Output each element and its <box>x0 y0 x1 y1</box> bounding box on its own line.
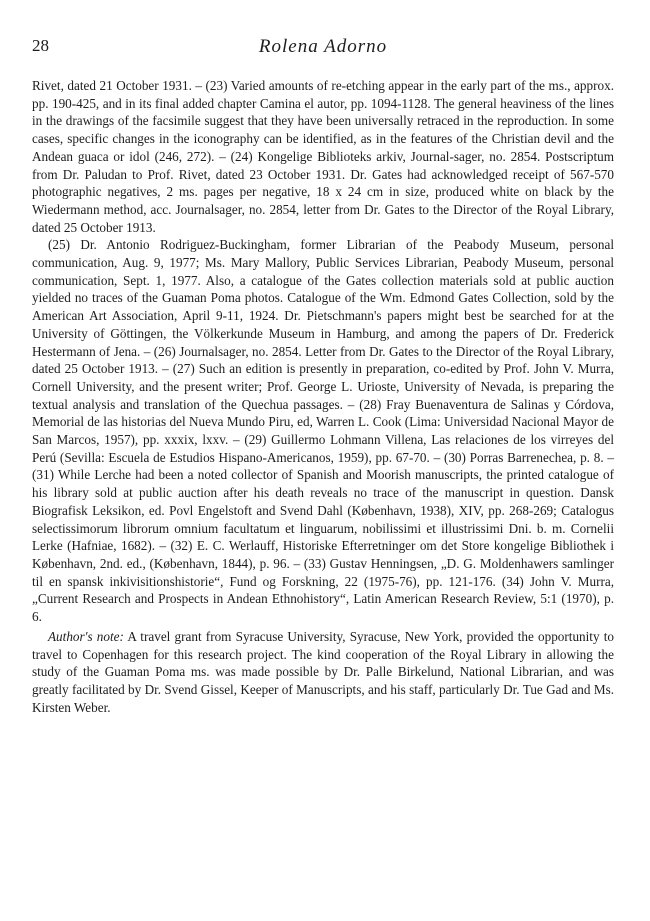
running-title: Rolena Adorno <box>258 36 388 57</box>
footnote-paragraph-2: (25) Dr. Antonio Rodriguez-Buckingham, former Librarian of the Peabody Museum, personal communication, Aug. 9, 1977; Ms. Mary Mallory, Public Services Librarian, Peabody Museum, personal communication, Sept. 1, 1977. Also, a catalogue of the Gates collection materials sold at public auction yielded no traces of the Guaman Poma photos. Catalogue of the Wm. Edmond Gates Collection, sold by the American Art Association, April 9-11, 1924. Dr. Pietschmann's papers might best be searched for at the University of Göttingen, the Völkerkunde Museum in Hamburg, and among the papers of Dr. Frederick Hestermann of Jena. – (26) Journalsager, no. 2854. Letter from Dr. Gates to the Director of the Royal Library, dated 25 October 1913. – (27) Such an edition is presently in preparation, co-edited by Prof. John V. Murra, Cornell University, and the present writer; Prof. George L. Urioste, University of Nevada, is preparing the textual analysis and translation of the Quechua passages. – (28) Fray Buenaventura de Salinas y Córdova, Memorial de las historias del Nueva Mundo Piru, ed, Warren L. Cook (Lima: Universidad Nacional Mayor de San Marcos, 1957), pp. xxxix, lxxv. – (29) Guillermo Lohmann Villena, Las relaciones de los virreyes del Perú (Sevilla: Escuela de Estudios Hispano-Americanos, 1959), pp. 67-70. – (30) Porras Barrenechea, p. 8. – (31) While Lerche had been a noted collector of Spanish and Moorish manuscripts, the printed catalogue of his library sold at public auction after his death reveals no trace of the manuscript in question. Dansk Biografisk Leksikon, ed. Povl Engelstoft and Svend Dahl (København, 1938), XIV, pp. 268-269; Catalogus selectissimorum librorum omnium facultatum et linguarum, nobilissimi et illustrissimi Dni. b. m. Cornelii Lerke (Hafniae, 1682). – (32) E. C. Werlauff, Historiske Efterretninger om det Store kongelige Bibliothek i København, 2nd. ed., (København, 1844), p. 96. – (33) Gustav Henningsen, „D. G. Moldenhawers samlinger til en spansk inkivisitionshistorie“, Fund og Forskning, 22 (1975-76), pp. 121-176. (34) John V. Murra, „Current Research and Prospects in Andean Ethnohistory“, Latin American Research Review, 5:1 (1970), p. 6. <box>32 237 614 625</box>
author-note-paragraph <box>32 628 614 717</box>
page-body <box>32 77 614 716</box>
page-header <box>32 36 614 62</box>
footnote-paragraph-1: Rivet, dated 21 October 1931. – (23) Varied amounts of re-etching appear in the early part of the ms., approx. pp. 190-425, and in its final added chapter Camina el autor, pp. 1094-1128. The general heaviness of the lines in the drawings of the facsimile suggest that they have been universally retraced in the reproduction. In some cases, specific changes in the iconography can be identified, as in the features of the Christian devil and the Andean guaca or idol (246, 272). – (24) Kongelige Biblioteks arkiv, Journal-sager, no. 2854. Postscriptum from Dr. Paludan to Prof. Rivet, dated 23 October 1931. Dr. Gates had acknowledged receipt of 567-570 photographic negatives, 2 ms. pages per negative, 18 x 24 cm in size, produced white on black by the Wiedermann method, acc. Journalsager, no. 2854, letter from Dr. Gates to the Director of the Royal Library, dated 25 October 1913. <box>32 78 614 235</box>
author-note-text: A travel grant from Syracuse University, Syracuse, New York, provided the opportunity to travel to Copenhagen for this research project. The kind cooperation of the Royal Library in allowing the study of the Guaman Poma ms. was made possible by Dr. Palle Birkelund, National Librarian, and was greatly facilitated by Dr. Svend Gissel, Keeper of Manuscripts, and his staff, particularly Dr. Tue Gad and Ms. Kirsten Weber. <box>32 628 614 715</box>
page-number: 28 <box>32 36 49 55</box>
author-note-label: Author's note: <box>48 628 124 644</box>
